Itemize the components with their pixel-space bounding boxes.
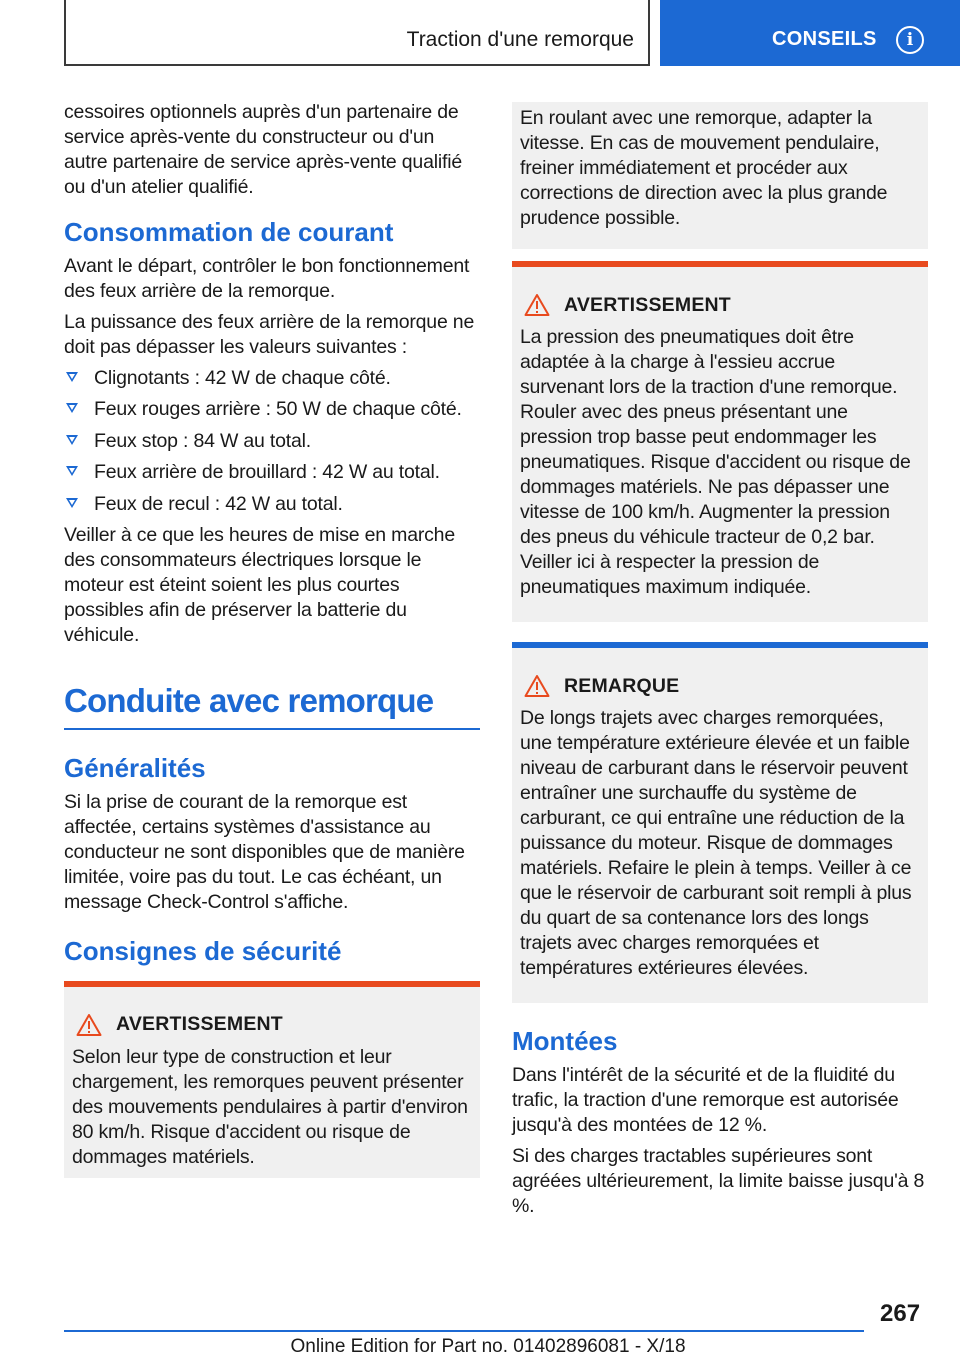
intro-paragraph: cessoires optionnels auprès d'un partenaire de service après-vente du constructeur ou d'un autre partenaire de service après-vente qualifié ou d'un atelier qualifié. (64, 101, 462, 198)
triangle-bullet-icon (66, 403, 78, 413)
category-label: CONSEILS (772, 28, 877, 50)
page-number: 267 (880, 1300, 921, 1327)
heading-generalites: Généralités (64, 752, 206, 783)
page-header (0, 0, 960, 66)
chapter-title: Conduite avec remorque (64, 678, 480, 730)
warning-title: AVERTISSEMENT (116, 1013, 283, 1036)
list-item: Feux stop : 84 W au total. (64, 429, 480, 454)
list-item: Clignotants : 42 W de chaque côté. (64, 366, 480, 391)
warning-box (64, 981, 480, 1178)
triangle-bullet-icon (66, 372, 78, 382)
footer-divider (64, 1330, 864, 1332)
remarque-box (512, 642, 928, 1003)
paragraph: Si des charges tractables supérieures sont agréées ultérieurement, la limite baisse jusqu'à 8 %. (512, 1145, 925, 1217)
paragraph: Veiller à ce que les heures de mise en marche des consommateurs électriques lorsque le moteur est éteint soient les plus courtes possibles afin de préserver la batterie du véhicule. (64, 523, 455, 646)
warning-box (512, 261, 928, 622)
list-item: Feux rouges arrière : 50 W de chaque côté. (64, 397, 480, 422)
triangle-bullet-icon (66, 498, 78, 508)
section-header-box (64, 0, 650, 66)
warning-triangle-icon (76, 1013, 102, 1037)
remarque-text: De longs trajets avec charges remorquées, une température extérieure élevée et un faible niveau de carburant dans le réservoir peuvent entraîner une surchauffe du système de carburant, ce qui entraîne une réduction de la puissance du moteur. Risque de dommages matériels. Refaire le plein à temps. Veiller à ce que le réservoir de carburant soit rempli à plus du quart de sa contenance lors des longs trajets avec charges remorquées et températures extérieures élevées. (520, 707, 912, 979)
list-item: Feux arrière de brouillard : 42 W au total. (64, 460, 480, 485)
warning-triangle-icon (524, 674, 550, 698)
warning-title: AVERTISSEMENT (564, 293, 731, 316)
paragraph: Si la prise de courant de la remorque est affectée, certains systèmes d'assistance au conducteur ne sont disponibles que de manière limitée, voire pas du tout. Le cas échéant, un message Check-Control s'affiche. (64, 790, 465, 913)
power-limits-list (64, 366, 480, 517)
warning-triangle-icon (524, 293, 550, 317)
category-tab[interactable] (660, 0, 960, 66)
warning-text-continuation: En roulant avec une remorque, adapter la vitesse. En cas de mouvement pendulaire, freiner immédiatement et procéder aux corrections de direction avec la plus grande prudence possible. (520, 107, 888, 229)
paragraph: Avant le départ, contrôler le bon fonctionnement des feux arrière de la remorque. (64, 255, 470, 302)
heading-consommation: Consommation de courant (64, 217, 394, 247)
paragraph: Dans l'intérêt de la sécurité et de la fluidité du trafic, la traction d'une remorque est autorisée jusqu'à des montées de 12 %. (512, 1064, 899, 1136)
list-item: Feux de recul : 42 W au total. (64, 492, 480, 517)
warning-text: Selon leur type de construction et leur chargement, les remorques peuvent présenter des mouvements pendulaires à partir d'environ 80 km/h. Risque d'accident ou risque de dommages matériels. (72, 1045, 468, 1168)
triangle-bullet-icon (66, 466, 78, 476)
left-column (64, 100, 480, 1178)
footer-edition: Online Edition for Part no. 01402896081 - X/18 (290, 1336, 686, 1357)
warning-box-continuation (512, 102, 928, 249)
heading-montees: Montées (512, 1026, 618, 1056)
heading-consignes: Consignes de sécurité (64, 935, 342, 966)
remarque-title: REMARQUE (564, 674, 680, 697)
right-column (512, 102, 928, 1225)
section-title: Traction d'une remorque (406, 28, 634, 51)
info-circle-icon: i (896, 26, 924, 54)
triangle-bullet-icon (66, 435, 78, 445)
warning-text: La pression des pneumatiques doit être adaptée à la charge à l'essieu accrue survenant lors de la traction d'une remorque. Rouler avec des pneus présentant une pression trop basse peut endommager les pneumatiques. Risque d'accident ou risque de dommages matériels. Ne pas dépasser une vitesse de 100 km/h. Augmenter la pression des pneus du véhicule tracteur de 0,2 bar. Veiller ici à respecter la pression de pneumatiques maximum indiquée. (520, 326, 911, 598)
paragraph: La puissance des feux arrière de la remorque ne doit pas dépasser les valeurs suivantes : (64, 311, 475, 358)
